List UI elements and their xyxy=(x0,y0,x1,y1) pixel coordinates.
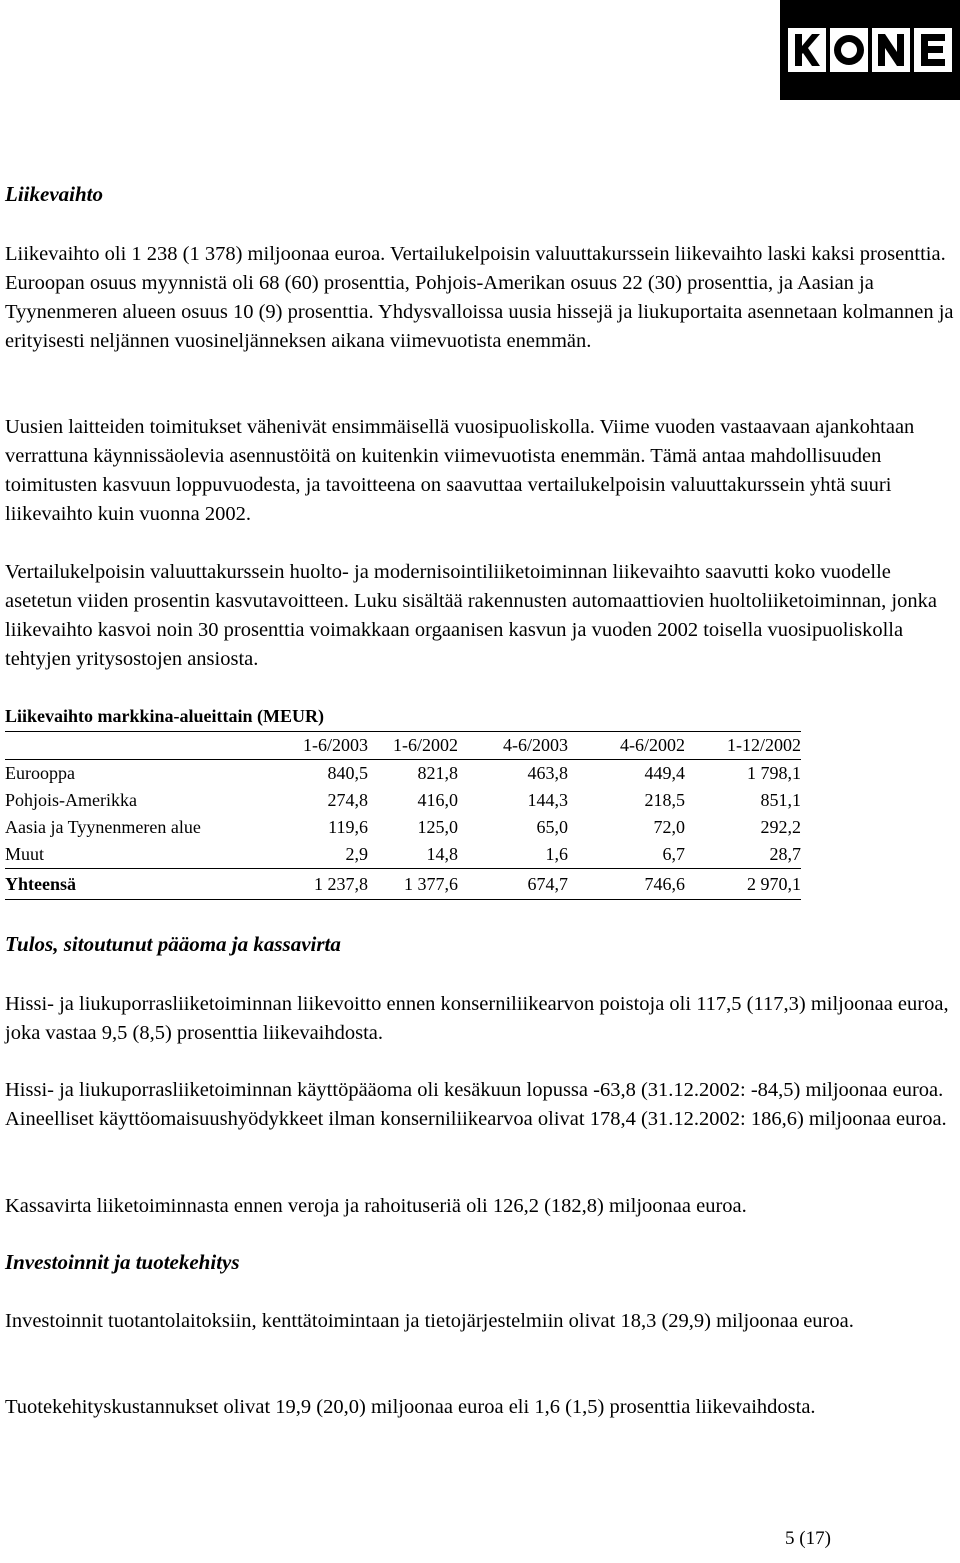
table-cell: 1,6 xyxy=(458,841,568,869)
table-header-cell: 1-6/2002 xyxy=(368,732,458,760)
table-cell: 28,7 xyxy=(685,841,801,869)
table-cell: 1 798,1 xyxy=(747,763,801,783)
table-cell: 2 970,1 xyxy=(685,869,801,900)
heading-investments: Investoinnit ja tuotekehitys xyxy=(5,1250,240,1274)
heading-result: Tulos, sitoutunut pääoma ja kassavirta xyxy=(5,932,341,956)
table-header-cell: 4-6/2003 xyxy=(458,732,568,760)
table-cell: 274,8 xyxy=(327,790,368,810)
table-cell: Eurooppa xyxy=(5,763,75,783)
table-cell: 851,1 xyxy=(760,790,801,810)
paragraph-revenue-1: Liikevaihto oli 1 238 (1 378) miljoonaa euroa. Vertailukelpoisin valuuttakurssein liikevaihto laski kaksi prosenttia. Euroopan osuus myynnistä oli 68 (60) prosenttia, Pohjois-Amerikan osuus 22 (30) prosenttia, ja Aasian ja Tyynenmeren alueen osuus 10 (9) prosenttia. Yhdysvalloissa uusia hissejä ja liukuportaita asennetaan kolmannen ja erityisesti neljännen vuosineljänneksen aikana viimevuotista enemmän. xyxy=(5,243,954,352)
table-row xyxy=(5,760,801,788)
heading-revenue: Liikevaihto xyxy=(5,182,103,206)
page-number: 5 (17) xyxy=(785,1528,831,1549)
table-total-row xyxy=(5,869,801,900)
table-row xyxy=(5,787,801,814)
table-cell: 674,7 xyxy=(458,869,568,900)
paragraph-result-1: Hissi- ja liukuporrasliiketoiminnan liikevoitto ennen konserniliikearvon poistoja oli 117,5 (117,3) miljoonaa euroa, joka vastaa 9,5 (8,5) prosenttia liikevaihdosta. xyxy=(5,993,949,1044)
table-cell: 463,8 xyxy=(527,763,568,783)
table-cell: 2,9 xyxy=(245,841,368,869)
table-cell: 1 377,6 xyxy=(368,869,458,900)
kone-logo-mark xyxy=(786,22,954,78)
table-row xyxy=(5,841,801,869)
paragraph-result-3: Kassavirta liiketoiminnasta ennen veroja ja rahoituseriä oli 126,2 (182,8) miljoonaa euroa. xyxy=(5,1195,747,1217)
table-cell: 144,3 xyxy=(527,790,568,810)
table-cell: 14,8 xyxy=(368,841,458,869)
table-cell: 119,6 xyxy=(328,817,368,837)
table-cell: 746,6 xyxy=(568,869,685,900)
table-cell: 292,2 xyxy=(760,817,801,837)
kone-logo xyxy=(780,0,960,100)
table-header-cell: 4-6/2002 xyxy=(568,732,685,760)
table-cell: 125,0 xyxy=(417,817,458,837)
table-cell: 416,0 xyxy=(417,790,458,810)
paragraph-investments-2: Tuotekehityskustannukset olivat 19,9 (20,0) miljoonaa euroa eli 1,6 (1,5) prosenttia liikevaihdosta. xyxy=(5,1396,816,1418)
table-cell: Pohjois-Amerikka xyxy=(5,790,137,810)
table-title: Liikevaihto markkina-alueittain (MEUR) xyxy=(5,706,325,726)
paragraph-result-2: Hissi- ja liukuporrasliiketoiminnan käyttöpääoma oli kesäkuun lopussa -63,8 (31.12.2002: -84,5) miljoonaa euroa. Aineelliset käyttöomaisuushyödykkeet ilman konserniliikearvoa olivat 178,4 (31.12.2002: 186,6) miljoonaa euroa. xyxy=(5,1079,947,1130)
paragraph-investments-1: Investoinnit tuotantolaitoksiin, kenttätoimintaan ja tietojärjestelmiin olivat 18,3 (29,9) miljoonaa euroa. xyxy=(5,1310,854,1332)
table-cell: 65,0 xyxy=(536,817,568,837)
paragraph-revenue-2: Uusien laitteiden toimitukset vähenivät ensimmäisellä vuosipuoliskolla. Viime vuoden vastaavaan ajankohtaan verrattuna käynnissäolevia asennustöitä on kuitenkin viimevuotista enemmän. Tämä antaa mahdollisuuden toimitusten kasvuun loppuvuodesta, ja tavoitteena on saavuttaa vertailukelpoisin valuuttakurssein yhtä suuri liikevaihto kuin vuonna 2002. xyxy=(5,416,915,525)
table-cell: 821,8 xyxy=(417,763,458,783)
table-header-row xyxy=(5,732,801,760)
table-header-cell xyxy=(5,732,245,760)
table-cell: 6,7 xyxy=(568,841,685,869)
table-cell: 218,5 xyxy=(644,790,685,810)
table-cell: Aasia ja Tyynenmeren alue xyxy=(5,817,201,837)
table-cell: Yhteensä xyxy=(5,869,245,900)
revenue-by-market-table xyxy=(5,731,801,900)
table-row xyxy=(5,814,801,841)
table-cell: 1 237,8 xyxy=(245,869,368,900)
table-cell: 449,4 xyxy=(644,763,685,783)
table-cell: 72,0 xyxy=(653,817,685,837)
table-cell: 840,5 xyxy=(327,763,368,783)
table-cell: Muut xyxy=(5,841,245,869)
paragraph-revenue-3: Vertailukelpoisin valuuttakurssein huolto- ja modernisointiliiketoiminnan liikevaihto saavutti koko vuodelle asetetun viiden prosentin kasvutavoitteen. Luku sisältää rakennusten automaattiovien huoltoliiketoiminnan, jonka liikevaihto kasvoi noin 30 prosenttia voimakkaan orgaanisen kasvun ja vuoden 2002 toisella vuosipuoliskolla tehtyjen yritysostojen ansiosta. xyxy=(5,561,937,670)
table-header-cell: 1-6/2003 xyxy=(245,732,368,760)
table-header-cell: 1-12/2002 xyxy=(685,732,801,760)
